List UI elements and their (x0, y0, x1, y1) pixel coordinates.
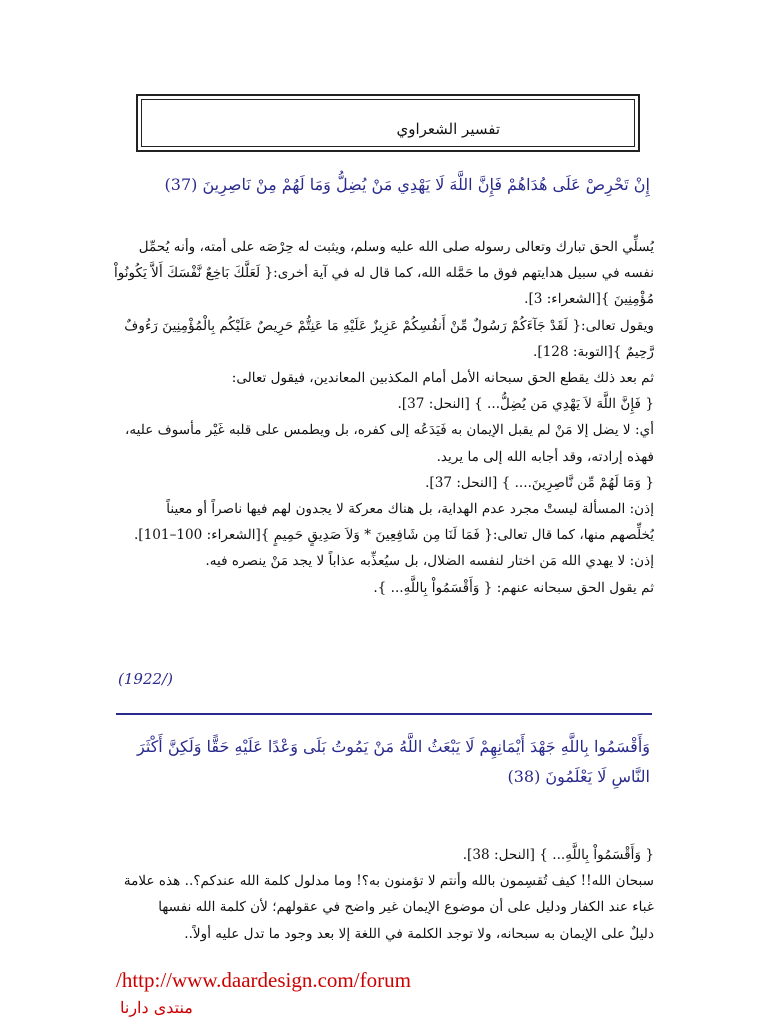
text-line: ويقول تعالى:{ لَقَدْ جَآءَكُمْ رَسُولٌ مِّنْ أَنفُسِكُمْ عَزِيزٌ عَلَيْهِ مَا عَنِتُّمْ حَرِيصٌ عَلَيْكُم بِالْمُؤْمِنِينَ رَءُوفٌ (124, 317, 654, 334)
text-line: سبحان الله!! كيف تُقسِمون بالله وأنتم لا تؤمنون به؟! وما مدلول كلمة الله عندكم؟.. هذه علامة (123, 873, 654, 890)
text-line: فهذه إرادته، وقد أجابه الله إلى ما يريد. (436, 448, 654, 465)
forum-link[interactable]: /http://www.daardesign.com/forum (116, 968, 411, 992)
text-line: ثم يقول الحق سبحانه عنهم: { وَأَقْسَمُواْ بِاللَّهِ... }. (373, 579, 654, 596)
commentary-section-1 (112, 234, 654, 601)
text-line: يُخلِّصهم منها، كما قال تعالى:{ فَمَا لَنَا مِن شَافِعِينَ * وَلاَ صَدِيقٍ حَمِيمٍ }[الشعراء: 100–101]. (133, 527, 654, 544)
book-title: تفسير الشعراوي (396, 120, 500, 138)
verse-38: وَأَقْسَمُوا بِاللَّهِ جَهْدَ أَيْمَانِهِمْ لَا يَبْعَثُ اللَّهُ مَنْ يَمُوتُ بَلَى وَعْدًا عَلَيْهِ حَقًّا وَلَكِنَّ أَكْثَرَ النَّاسِ لَا يَعْلَمُونَ (38) (137, 737, 650, 786)
forum-name: منتدى دارنا (120, 998, 193, 1017)
text-line: { وَمَا لَهُمْ مِّن نَّاصِرِينَ.... } [النحل: 37]. (425, 474, 654, 491)
text-line: دليلٌ على الإيمان به سبحانه، ولا توجد الكلمة في اللغة إلا بعد وجود ما تدل عليه أولاً.. (184, 925, 654, 942)
text-line: إذن: لا يهدي الله مَن اختار لنفسه الضلال، بل سيُعذِّبه عذاباً لا يجد مَنْ ينصره فيه. (205, 553, 654, 570)
text-line: { فَإِنَّ اللَّهَ لاَ يَهْدِي مَن يُضِلُّ... } [النحل: 37]. (397, 396, 654, 413)
page-reference: (1922/) (118, 670, 173, 688)
text-line: رَّحِيمٌ }[التوبة: 128]. (533, 343, 654, 360)
text-line: مُؤْمِنِينَ }[الشعراء: 3]. (524, 291, 654, 308)
text-line: غباء عند الكفار ودليل على أن موضوع الإيمان غير واضح في عقولهم؛ لأن كلمة الله نفسها (158, 899, 654, 916)
text-line: أي: لا يضل إلا مَنْ لم يقبل الإيمان به فَيَدَعُه إلى كفره، بل ويطمس على قلبه غَيْر مأسوف عليه، (124, 422, 654, 439)
text-line: إذن: المسألة ليستْ مجرد عدم الهداية، بل هناك معركة لا يجدون لهم فيها ناصراً أو معيناً (166, 501, 654, 518)
verse-37: إِنْ تَحْرِصْ عَلَى هُدَاهُمْ فَإِنَّ اللَّهَ لَا يَهْدِي مَنْ يُضِلُّ وَمَا لَهُمْ مِنْ نَاصِرِينَ (37) (164, 175, 650, 194)
text-line: نفسه في سبيل هدايتهم فوق ما حَمَّله الله، كما قال له في آية أخرى:{ لَعَلَّكَ بَاخِعٌ نَّفْسَكَ أَلاَّ يَكُونُواْ (113, 265, 654, 282)
header-inner-frame (141, 99, 635, 147)
text-line: ثم بعد ذلك يقطع الحق سبحانه الأمل أمام المكذبين المعاندين، فيقول تعالى: (231, 370, 654, 387)
text-line: { وَأَقْسَمُواْ بِاللَّهِ... } [النحل: 38]. (462, 847, 654, 863)
text-line: يُسلِّي الحق تبارك وتعالى رسوله صلى الله عليه وسلم، ويثبت له حِرْصَه على أمته، وأنه يُحمِّل (138, 239, 654, 255)
header-frame (136, 94, 640, 152)
commentary-section-2 (112, 842, 654, 947)
section-divider (116, 713, 652, 715)
